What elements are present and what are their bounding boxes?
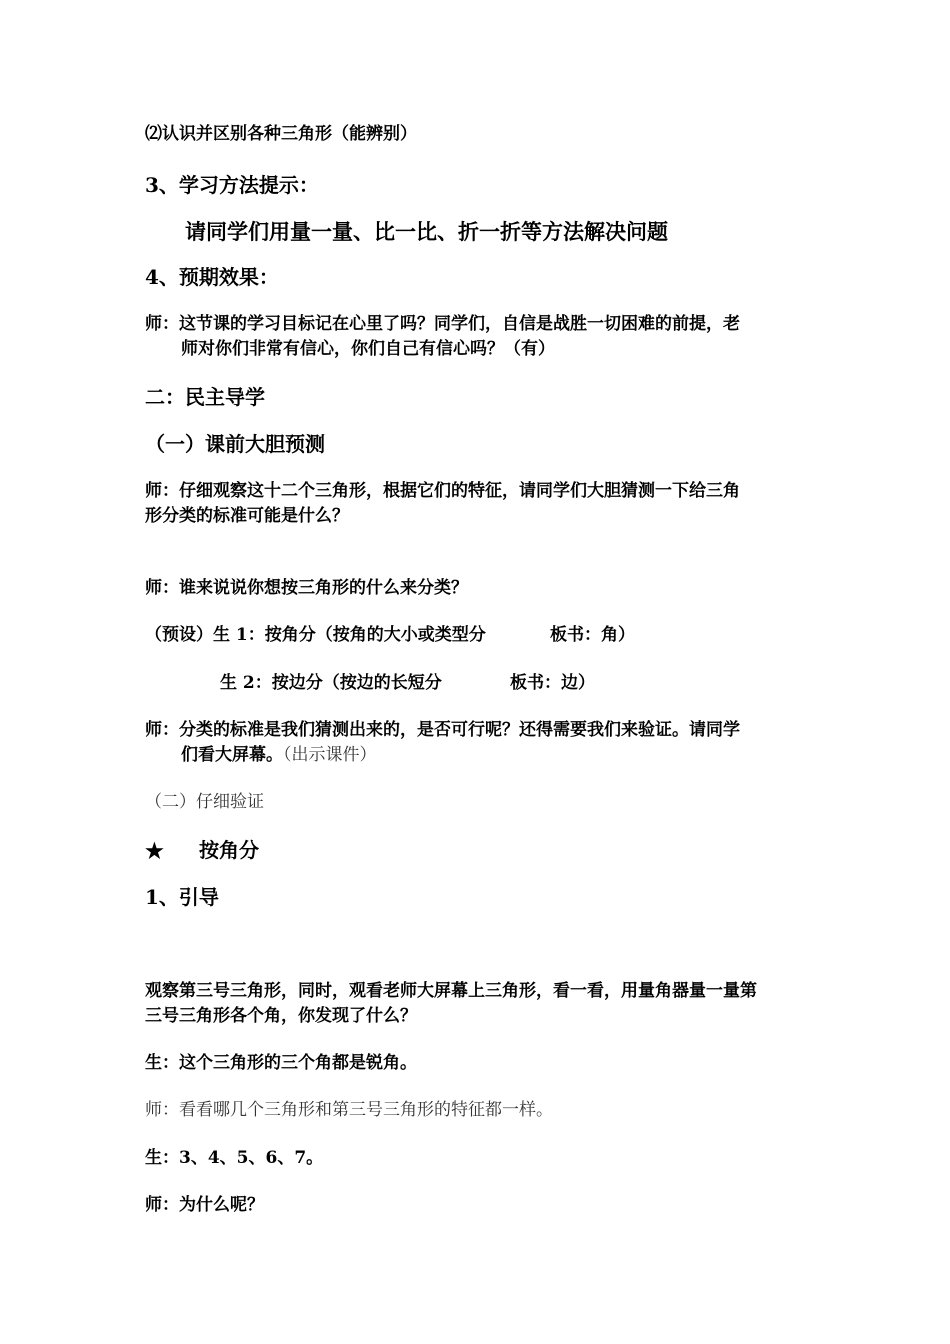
- student-answer-2: 生：3、4、5、6、7。: [145, 1148, 324, 1168]
- courseware-note: （出示课件）: [283, 745, 377, 765]
- subsection-heading-2: （二）仔细验证: [145, 792, 264, 812]
- preset-student-1: （预设）生 1：按角分（按角的大小或类型分: [145, 625, 486, 645]
- teacher-line-4a: 师：分类的标准是我们猜测出来的，是否可行呢？还得需要我们来验证。请同学: [145, 720, 740, 740]
- teacher-line-1a: 师：这节课的学习目标记在心里了吗？同学们，自信是战胜一切困难的前提，老: [145, 314, 740, 334]
- heading-learning-method: 3、学习方法提示：: [145, 173, 319, 197]
- learning-method-text: 请同学们用量一量、比一比、折一折等方法解决问题: [185, 219, 668, 244]
- teacher-line-6: 师：为什么呢？: [145, 1195, 264, 1215]
- star-icon: ★: [145, 838, 164, 863]
- objective-item-2: ⑵认识并区别各种三角形（能辨别）: [145, 124, 417, 144]
- teacher-line-2a: 师：仔细观察这十二个三角形，根据它们的特征，请同学们大胆猜测一下给三角: [145, 481, 740, 501]
- subsection-heading-1: （一）课前大胆预测: [145, 432, 325, 456]
- teacher-line-3: 师：谁来说说你想按三角形的什么来分类？: [145, 578, 468, 598]
- heading-guidance: 1、引导: [145, 885, 219, 909]
- preset-student-2: 生 2：按边分（按边的长短分: [220, 673, 442, 693]
- student-answer-1: 生：这个三角形的三个角都是锐角。: [145, 1053, 417, 1073]
- section-heading-2: 二：民主导学: [145, 385, 265, 409]
- heading-by-angle: 按角分: [199, 838, 259, 862]
- teacher-line-4b: 们看大屏幕。: [181, 745, 283, 765]
- board-note-side: 板书：边）: [510, 673, 595, 693]
- observe-line-a: 观察第三号三角形，同时，观看老师大屏幕上三角形，看一看，用量角器量一量第: [145, 981, 757, 1001]
- teacher-line-2b: 形分类的标准可能是什么？: [145, 506, 349, 526]
- observe-line-b: 三号三角形各个角，你发现了什么？: [145, 1006, 417, 1026]
- board-note-angle: 板书：角）: [550, 625, 635, 645]
- heading-expected-effect: 4、预期效果：: [145, 265, 279, 289]
- teacher-line-1b: 师对你们非常有信心，你们自己有信心吗？（有）: [181, 339, 555, 359]
- teacher-line-5: 师：看看哪几个三角形和第三号三角形的特征都一样。: [145, 1100, 553, 1120]
